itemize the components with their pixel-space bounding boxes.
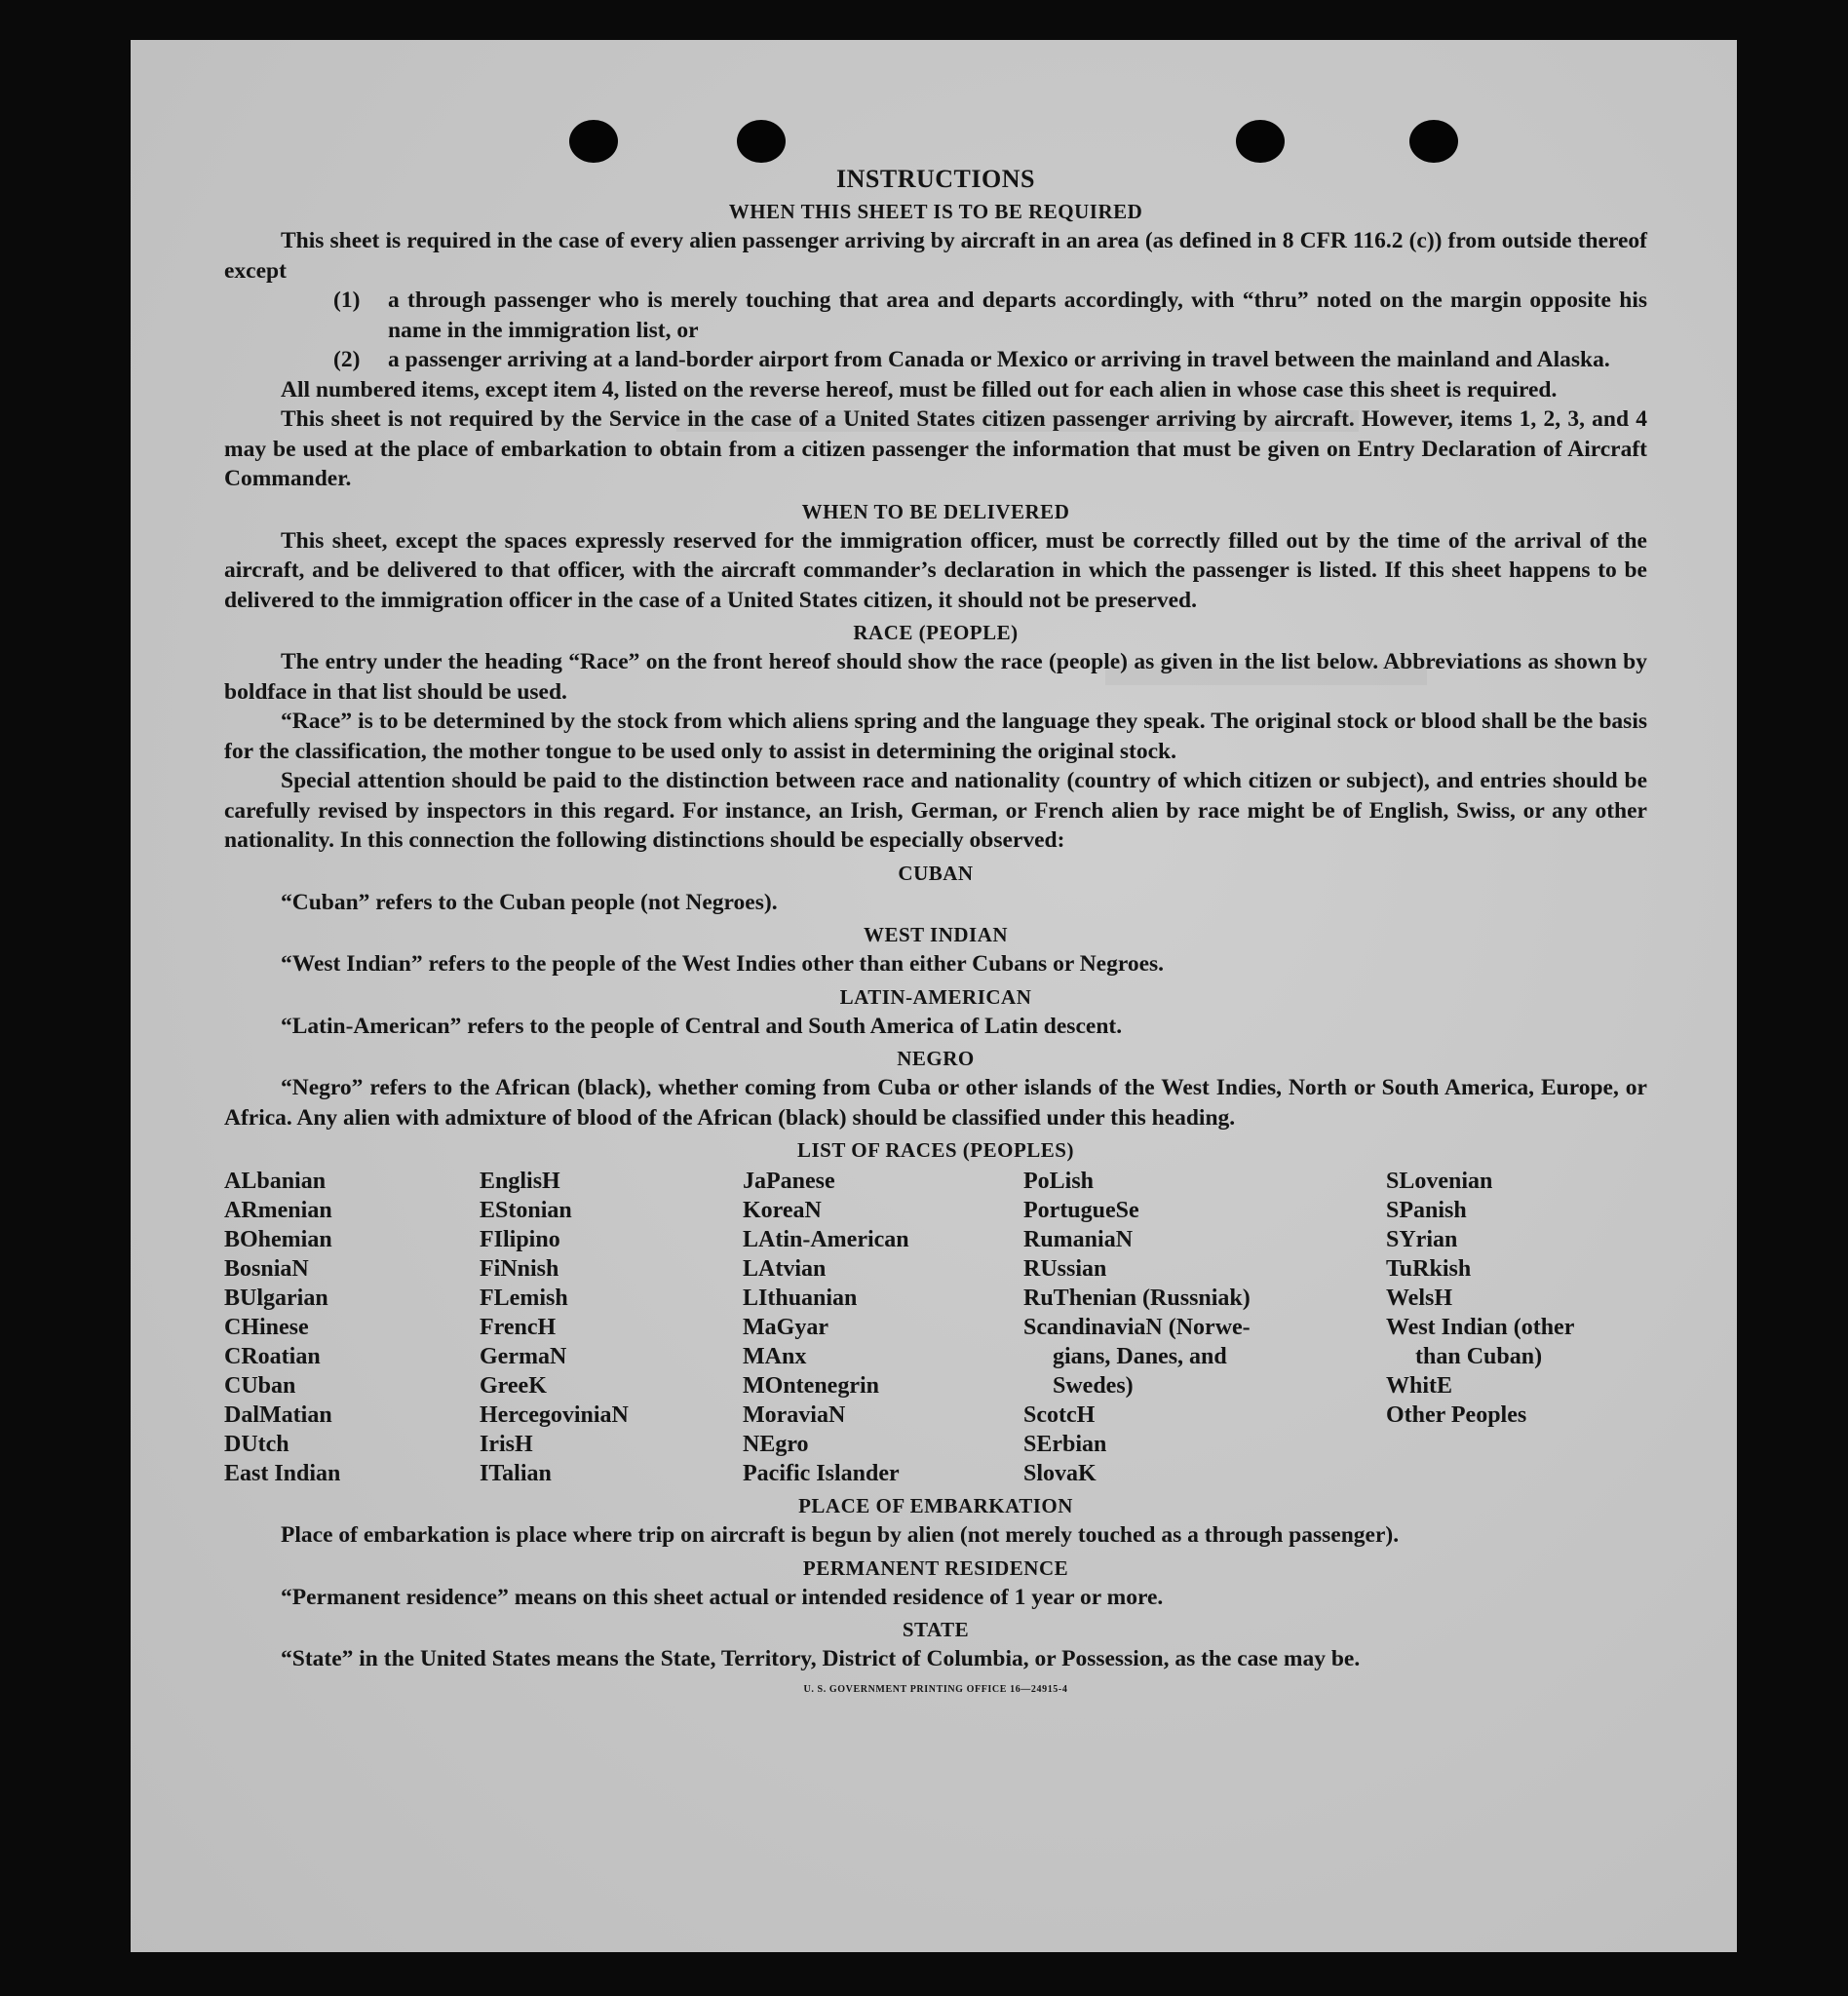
- list-item: [224, 286, 1647, 345]
- race-entry: CHinese: [224, 1315, 309, 1340]
- race-column: [224, 1167, 480, 1488]
- race-entry: FLemish: [480, 1286, 568, 1311]
- race-entry: SYrian: [1386, 1227, 1458, 1252]
- race-column: [1386, 1167, 1647, 1488]
- race-entry: BUlgarian: [224, 1286, 328, 1311]
- race-column: [1023, 1167, 1386, 1488]
- paragraph-latin-american: “Latin-American” refers to the people of Central and South America of Latin descent.: [281, 1013, 1123, 1039]
- race-entry: BOhemian: [224, 1227, 332, 1252]
- paragraph-negro: “Negro” refers to the African (black), whether coming from Cuba or other islands of the West Indies, North or South America, Europe, or Africa. Any alien with admixture of blood of the African (black) should be classified under this heading.: [224, 1075, 1647, 1131]
- paragraph-state: “State” in the United States means the State, Territory, District of Columbia, or Possession, as the case may be.: [281, 1646, 1361, 1671]
- race-entry: NEgro: [743, 1432, 809, 1457]
- race-entry: PortugueSe: [1023, 1198, 1139, 1223]
- race-entry: SlovaK: [1023, 1461, 1097, 1486]
- race-column: [480, 1167, 743, 1488]
- list-item-text: a through passenger who is merely touching that area and departs accordingly, with “thru” noted on the margin opposite his name in the immigration list, or: [388, 288, 1647, 343]
- race-entry: SLovenian: [1386, 1169, 1493, 1194]
- list-item: [224, 345, 1647, 375]
- paragraph-residence: “Permanent residence” means on this sheet actual or intended residence of 1 year or more.: [281, 1584, 1164, 1610]
- heading-embarkation: PLACE OF EMBARKATION: [798, 1494, 1073, 1517]
- race-entry: MAnx: [743, 1344, 807, 1369]
- race-entry: WelsH: [1386, 1286, 1453, 1311]
- race-entry: ARmenian: [224, 1198, 332, 1223]
- race-entry: ScandinaviaN (Norwe-: [1023, 1315, 1251, 1340]
- race-entry: FrencH: [480, 1315, 557, 1340]
- race-entry: RUssian: [1023, 1256, 1107, 1282]
- race-entry: Pacific Islander: [743, 1461, 900, 1486]
- race-entry: EStonian: [480, 1198, 572, 1223]
- paragraph-cuban: “Cuban” refers to the Cuban people (not Negroes).: [281, 889, 778, 915]
- race-entry: IrisH: [480, 1432, 533, 1457]
- heading-cuban: CUBAN: [898, 861, 974, 885]
- race-entry: BosniaN: [224, 1256, 309, 1282]
- race-entry: than Cuban): [1415, 1344, 1543, 1369]
- race-entry: West Indian (other: [1386, 1315, 1575, 1340]
- race-entry: LIthuanian: [743, 1286, 858, 1311]
- heading-when-delivered: WHEN TO BE DELIVERED: [801, 499, 1070, 523]
- heading-when-required: WHEN THIS SHEET IS TO BE REQUIRED: [728, 200, 1143, 223]
- paragraph-race-2: “Race” is to be determined by the stock from which aliens spring and the language they speak. The original stock or blood shall be the basis for the classification, the mother tongue to be used only to assist in determining the original stock.: [224, 709, 1647, 764]
- printer-imprint: U. S. GOVERNMENT PRINTING OFFICE 16—24915-4: [803, 1683, 1068, 1695]
- race-entry: LAtin-American: [743, 1227, 909, 1252]
- race-entry: JaPanese: [743, 1169, 835, 1194]
- paragraph-embarkation: Place of embarkation is place where trip on aircraft is begun by alien (not merely touched as a through passenger).: [281, 1522, 1400, 1548]
- race-entry: GermaN: [480, 1344, 567, 1369]
- race-entry: ALbanian: [224, 1169, 327, 1194]
- heading-negro: NEGRO: [897, 1047, 975, 1070]
- paragraph-citizen: This sheet is not required by the Service in the case of a United States citizen passenger arriving by aircraft. However, items 1, 2, 3, and 4 may be used at the place of embarkation to obtain from a citizen passenger the information that must be given on Entry Declaration of Aircraft Commander.: [224, 406, 1647, 491]
- list-item-number: (1): [333, 288, 361, 313]
- race-entry: ITalian: [480, 1461, 552, 1486]
- race-column: [743, 1167, 1023, 1488]
- heading-west-indian: WEST INDIAN: [863, 923, 1009, 946]
- race-entry: gians, Danes, and: [1053, 1344, 1227, 1369]
- race-entry: MaGyar: [743, 1315, 828, 1340]
- race-entry: CUban: [224, 1373, 296, 1399]
- race-entry: MoraviaN: [743, 1402, 846, 1428]
- race-entry: KoreaN: [743, 1198, 822, 1223]
- document-sheet: [131, 40, 1737, 1952]
- heading-list-of-races: LIST OF RACES (PEOPLES): [797, 1138, 1074, 1162]
- heading-residence: PERMANENT RESIDENCE: [802, 1555, 1069, 1580]
- race-entry: RumaniaN: [1023, 1227, 1134, 1252]
- race-entry: DalMatian: [224, 1402, 332, 1428]
- list-item-text: a passenger arriving at a land-border airport from Canada or Mexico or arriving in travel between the mainland and Alaska.: [388, 347, 1610, 372]
- instructions-content: [224, 122, 1647, 1695]
- race-entry: RuThenian (Russniak): [1023, 1286, 1251, 1311]
- paragraph-race-3: Special attention should be paid to the distinction between race and nationality (country of which citizen or subject), and entries should be carefully revised by inspectors in this regard. For instance, an Irish, German, or French alien by race might be of English, Swiss, or any other nationality. In this connection the following distinctions should be especially observed:: [224, 768, 1647, 853]
- paragraph-delivery: This sheet, except the spaces expressly reserved for the immigration officer, must be correctly filled out by the time of the arrival of the aircraft, and be delivered to that officer, with the aircraft commander’s declaration in which the passenger is listed. If this sheet happens to be delivered to the immigration officer in the case of a United States citizen, it should not be preserved.: [224, 527, 1647, 613]
- heading-state: STATE: [902, 1618, 970, 1641]
- race-entry: ScotcH: [1023, 1402, 1096, 1428]
- race-entry: MOntenegrin: [743, 1373, 879, 1399]
- race-entry: LAtvian: [743, 1256, 827, 1282]
- race-entry: EnglisH: [480, 1169, 560, 1194]
- race-entry: HercegoviniaN: [480, 1402, 629, 1428]
- race-entry: PoLish: [1023, 1169, 1095, 1194]
- list-item-number: (2): [333, 347, 361, 372]
- race-entry: GreeK: [480, 1373, 547, 1399]
- race-list: [224, 1167, 1647, 1488]
- race-entry: WhitE: [1386, 1373, 1453, 1399]
- paragraph-west-indian: “West Indian” refers to the people of the West Indies other than either Cubans or Negroes.: [281, 951, 1165, 977]
- paragraph-race-1: The entry under the heading “Race” on the front hereof should show the race (people) as given in the list below. Abbreviations as shown by boldface in that list should be used.: [224, 649, 1647, 705]
- race-entry: SErbian: [1023, 1432, 1107, 1457]
- heading-latin-american: LATIN-AMERICAN: [839, 984, 1032, 1009]
- race-entry: FIlipino: [480, 1227, 560, 1252]
- race-entry: FiNnish: [480, 1256, 559, 1282]
- race-entry: Swedes): [1053, 1373, 1134, 1399]
- page-title: INSTRUCTIONS: [836, 165, 1035, 193]
- race-entry: TuRkish: [1386, 1256, 1472, 1282]
- race-entry: CRoatian: [224, 1344, 321, 1369]
- race-entry: Other Peoples: [1386, 1402, 1527, 1428]
- paragraph-intro: This sheet is required in the case of every alien passenger arriving by aircraft in an area (as defined in 8 CFR 116.2 (c)) from outside thereof except: [224, 228, 1647, 284]
- race-entry: East Indian: [224, 1461, 341, 1486]
- paragraph-numbered-items: All numbered items, except item 4, listed on the reverse hereof, must be filled out for each alien in whose case this sheet is required.: [281, 376, 1558, 403]
- heading-race: RACE (PEOPLE): [853, 621, 1019, 644]
- race-entry: DUtch: [224, 1432, 289, 1457]
- race-entry: SPanish: [1386, 1198, 1467, 1223]
